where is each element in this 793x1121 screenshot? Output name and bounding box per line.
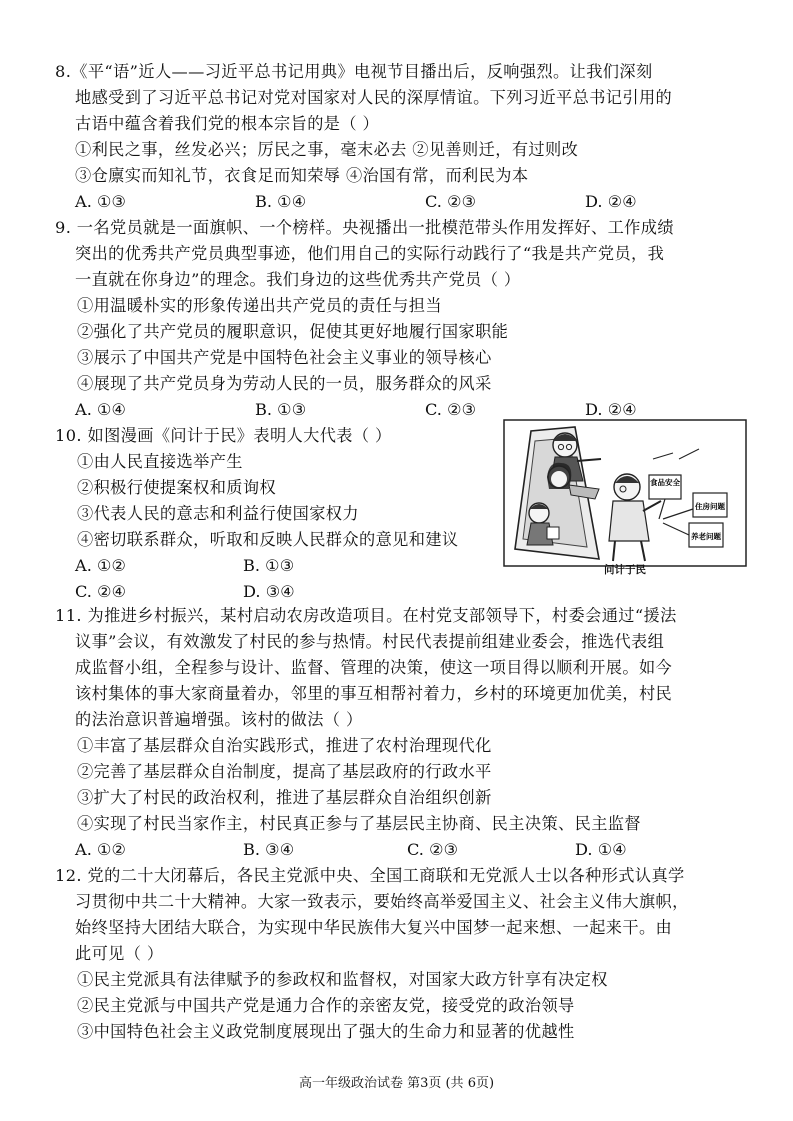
- q11-line-3: 成监督小组，全程参与设计、监督、管理的决策，使这一项目得以顺利开展。如今: [75, 658, 673, 677]
- q9-option-c: C. ②③: [425, 400, 477, 419]
- q12-line-3: 始终坚持大团结大联合，为实现中华民族伟大复兴中国梦一起来想、一起来干。由: [75, 918, 673, 937]
- q11-line-8: ③扩大了村民的政治权利，推进了基层群众自治组织创新: [77, 788, 492, 807]
- cartoon-figure: [503, 414, 747, 574]
- q8-option-b: B. ①④: [255, 192, 307, 211]
- q11-option-b: B. ③④: [243, 840, 295, 859]
- q8-line-3: 古语中蕴含着我们党的根本宗旨的是（ ）: [75, 114, 380, 133]
- q10-option-b: B. ①③: [243, 556, 295, 575]
- q8-option-c: C. ②③: [425, 192, 477, 211]
- q11-line-5: 的法治意识普遍增强。该村的做法（ ）: [75, 710, 363, 729]
- figure-caption: 问计于民: [604, 564, 646, 576]
- q9-option-b: B. ①③: [255, 400, 307, 419]
- q11-line-2: 议事”会议，有效激发了村民的参与热情。村民代表提前组建业委会，推选代表组: [75, 632, 665, 651]
- q8-line-4: ①利民之事，丝发必兴；厉民之事，毫末必去 ②见善则迁，有过则改: [75, 140, 579, 159]
- q11-option-a: A. ①②: [75, 840, 127, 859]
- q11-line-9: ④实现了村民当家作主，村民真正参与了基层民主协商、民主决策、民主监督: [77, 814, 641, 833]
- q12-line-1: 12. 党的二十大闭幕后，各民主党派中央、全国工商联和无党派人士以各种形式认真学: [55, 866, 685, 885]
- q10-line-2: ①由人民直接选举产生: [77, 452, 243, 471]
- sign-housing-text: 住房问题: [695, 502, 725, 511]
- q9-line-7: ④展现了共产党员身为劳动人民的一员，服务群众的风采: [77, 374, 492, 393]
- q9-line-2: 突出的优秀共产党员典型事迹，他们用自己的实际行动践行了“我是共产党员，我: [75, 244, 665, 263]
- q8-option-a: A. ①③: [75, 192, 127, 211]
- q11-option-d: D. ①④: [575, 840, 627, 859]
- q9-line-6: ③展示了中国共产党是中国特色社会主义事业的领导核心: [77, 348, 492, 367]
- q8-option-d: D. ②④: [585, 192, 637, 211]
- citizen-body: [609, 501, 649, 541]
- q12-line-5: ①民主党派具有法律赋予的参政权和监督权，对国家大政方针享有决定权: [77, 970, 608, 989]
- q8-line-2: 地感受到了习近平总书记对党对国家对人民的深厚情谊。下列习近平总书记引用的: [75, 88, 673, 107]
- sign-food-safety-text: 食品安全: [650, 478, 680, 487]
- q9-option-d: D. ②④: [585, 400, 637, 419]
- q9-line-1: 9. 一名党员就是一面旗帜、一个榜样。央视播出一批模范带头作用发挥好、工作成绩: [55, 218, 674, 237]
- q11-option-c: C. ②③: [407, 840, 459, 859]
- q10-line-1: 10. 如图漫画《问计于民》表明人大代表（ ）: [55, 426, 392, 445]
- q10-option-a: A. ①②: [75, 556, 127, 575]
- q9-line-4: ①用温暖朴实的形象传递出共产党员的责任与担当: [77, 296, 442, 315]
- q9-line-3: 一直就在你身边”的理念。我们身边的这些优秀共产党员（ ）: [75, 270, 521, 289]
- q10-line-5: ④密切联系群众，听取和反映人民群众的意见和建议: [77, 530, 459, 549]
- q10-line-4: ③代表人民的意志和利益行使国家权力: [77, 504, 359, 523]
- q10-option-c: C. ②④: [75, 582, 127, 601]
- q11-line-6: ①丰富了基层群众自治实践形式，推进了农村治理现代化: [77, 736, 492, 755]
- q11-line-7: ②完善了基层群众自治制度，提高了基层政府的行政水平: [77, 762, 492, 781]
- q12-line-7: ③中国特色社会主义政党制度展现出了强大的生命力和显著的优越性: [77, 1022, 575, 1041]
- q12-line-4: 此可见（ ）: [75, 944, 164, 963]
- q8-line-1: 8.《平“语”近人——习近平总书记用典》电视节目播出后，反响强烈。让我们深刻: [55, 62, 653, 81]
- q10-option-d: D. ③④: [243, 582, 295, 601]
- q11-line-1: 11. 为推进乡村振兴，某村启动农房改造项目。在村党支部领导下，村委会通过“援法: [55, 606, 677, 625]
- q12-line-6: ②民主党派与中国共产党是通力合作的亲密友党，接受党的政治领导: [77, 996, 575, 1015]
- q12-line-2: 习贯彻中共二十大精神。大家一致表示，要始终高举爱国主义、社会主义伟大旗帜，: [75, 892, 689, 911]
- q9-option-a: A. ①④: [75, 400, 127, 419]
- page-footer: 高一年级政治试卷 第3页 (共 6页): [298, 1076, 495, 1091]
- q10-line-3: ②积极行使提案权和质询权: [77, 478, 277, 497]
- q11-line-4: 该村集体的事大家商量着办，邻里的事互相帮衬着力，乡村的环境更加优美，村民: [75, 684, 673, 703]
- q9-line-5: ②强化了共产党员的履职意识，促使其更好地履行国家职能: [77, 322, 509, 341]
- q8-line-5: ③仓廪实而知礼节，衣食足而知荣辱 ④治国有常，而利民为本: [75, 166, 529, 185]
- emblem: [547, 527, 559, 539]
- sign-elderly-care-text: 养老问题: [691, 532, 721, 541]
